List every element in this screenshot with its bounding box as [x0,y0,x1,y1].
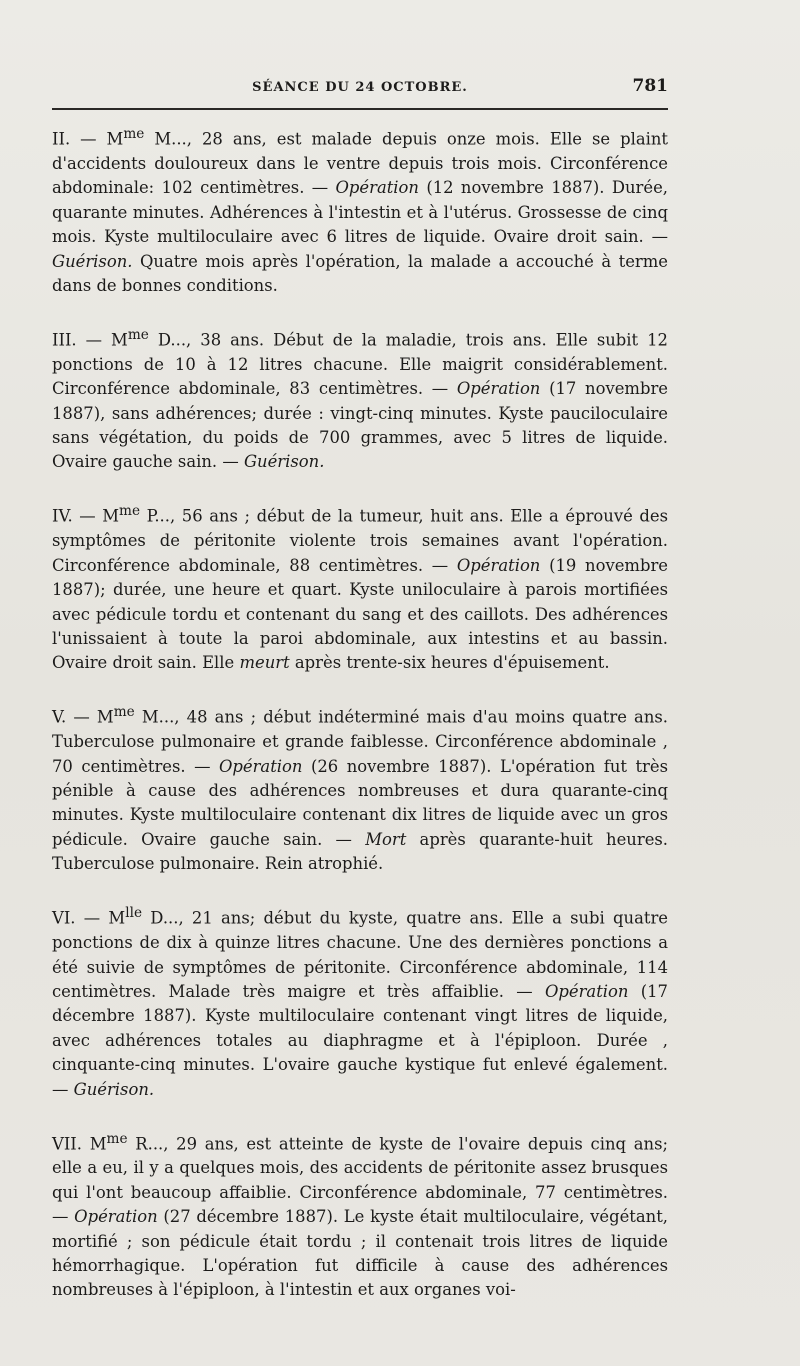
case-iii: III. — $M^{me}$ D..., 38 ans. Début de la maladie, trois ans. Elle subit 12 ponctions de 10 à 12 litres chacune. Elle maigrit considérablement. Circonférence abdominale, 83 centimètres. — Opération (17 novembre 1887), sans adhérences; durée : vingt-cinq minutes. Kyste pauciloculaire sans végétation, du poids de 700 grammes, avec 5 litres de liquide. Ovaire gauche sain. — Guérison. [52,326,668,472]
page-number: 781 [632,76,668,96]
case-iv: IV. — $M^{me}$ P..., 56 ans ; début de la tumeur, huit ans. Elle a éprouvé des symptômes de péritonite violente trois semaines avant l'opération. Circonférence abdominale, 88 centimètres. — Opération (19 novembre 1887); durée, une heure et quart. Kyste uniloculaire à parois mortifiées avec pédicule tordu et contenant du sang et des caillots. Des adhérences l'unissaient à toute la paroi abdominale, aux intestins et au bassin. Ovaire droit sain. Elle meurt après trente-six heures d'épuisement. [52,503,669,673]
header-rule [52,108,668,110]
body-text [52,122,668,1327]
running-title: SÉANCE DU 24 OCTOBRE. [252,80,468,95]
case-vii: VII. $M^{me}$ R..., 29 ans, est atteinte de kyste de l'ovaire depuis cinq ans; elle a eu, il y a quelques mois, des accidents de péritonite assez brusques qui l'ont beaucoup affaiblie. Circonférence abdominale, 77 centimètres. — Opération (27 décembre 1887). Le kyste était multiloculaire, végétant, mortifié ; son pédicule était tordu ; il contenait trois litres de liquide hémorrhagique. L'opération fut difficile à cause des adhérences nombreuses à l'épiploon, à l'intestin et aux organes voi- [52,1130,668,1300]
case-ii: II. — $M^{me}$ M..., 28 ans, est malade depuis onze mois. Elle se plaint d'accidents douloureux dans le ventre depuis trois mois. Circonférence abdominale: 102 centimètres. — Opération (12 novembre 1887). Durée, quarante minutes. Adhérences à l'intestin et à l'utérus. Grossesse de cinq mois. Kyste multiloculaire avec 6 litres de liquide. Ovaire droit sain. — Guérison. Quatre mois après l'opération, la malade a accouché à terme dans de bonnes conditions. [52,126,668,295]
page-header [52,74,668,102]
case-vi: VI. — $M^{lle}$ D..., 21 ans; début du kyste, quatre ans. Elle a subi quatre ponctions de dix à quinze litres chacune. Une des dernières ponctions a été suivie de symptômes de péritonite. Circonférence abdominale, 114 centimètres. Malade très maigre et très affaiblie. — Opération (17 décembre 1887). Kyste multiloculaire contenant vingt litres de liquide, avec adhérences totales au diaphragme et à l'épiploon. Durée , cinquante-cinq minutes. L'ovaire gauche kystique fut enlevé également. — Guérison. [52,905,668,1099]
case-v: V. — $M^{me}$ M..., 48 ans ; début indéterminé mais d'au moins quatre ans. Tuberculose pulmonaire et grande faiblesse. Circonférence abdominale , 70 centimètres. — Opération (26 novembre 1887). L'opération fut très pénible à cause des adhérences nombreuses et dura quarante-cinq minutes. Kyste multiloculaire contenant dix litres de liquide avec un gros pédicule. Ovaire gauche sain. — Mort après quarante-huit heures. Tuberculose pulmonaire. Rein atrophié. [52,704,669,874]
